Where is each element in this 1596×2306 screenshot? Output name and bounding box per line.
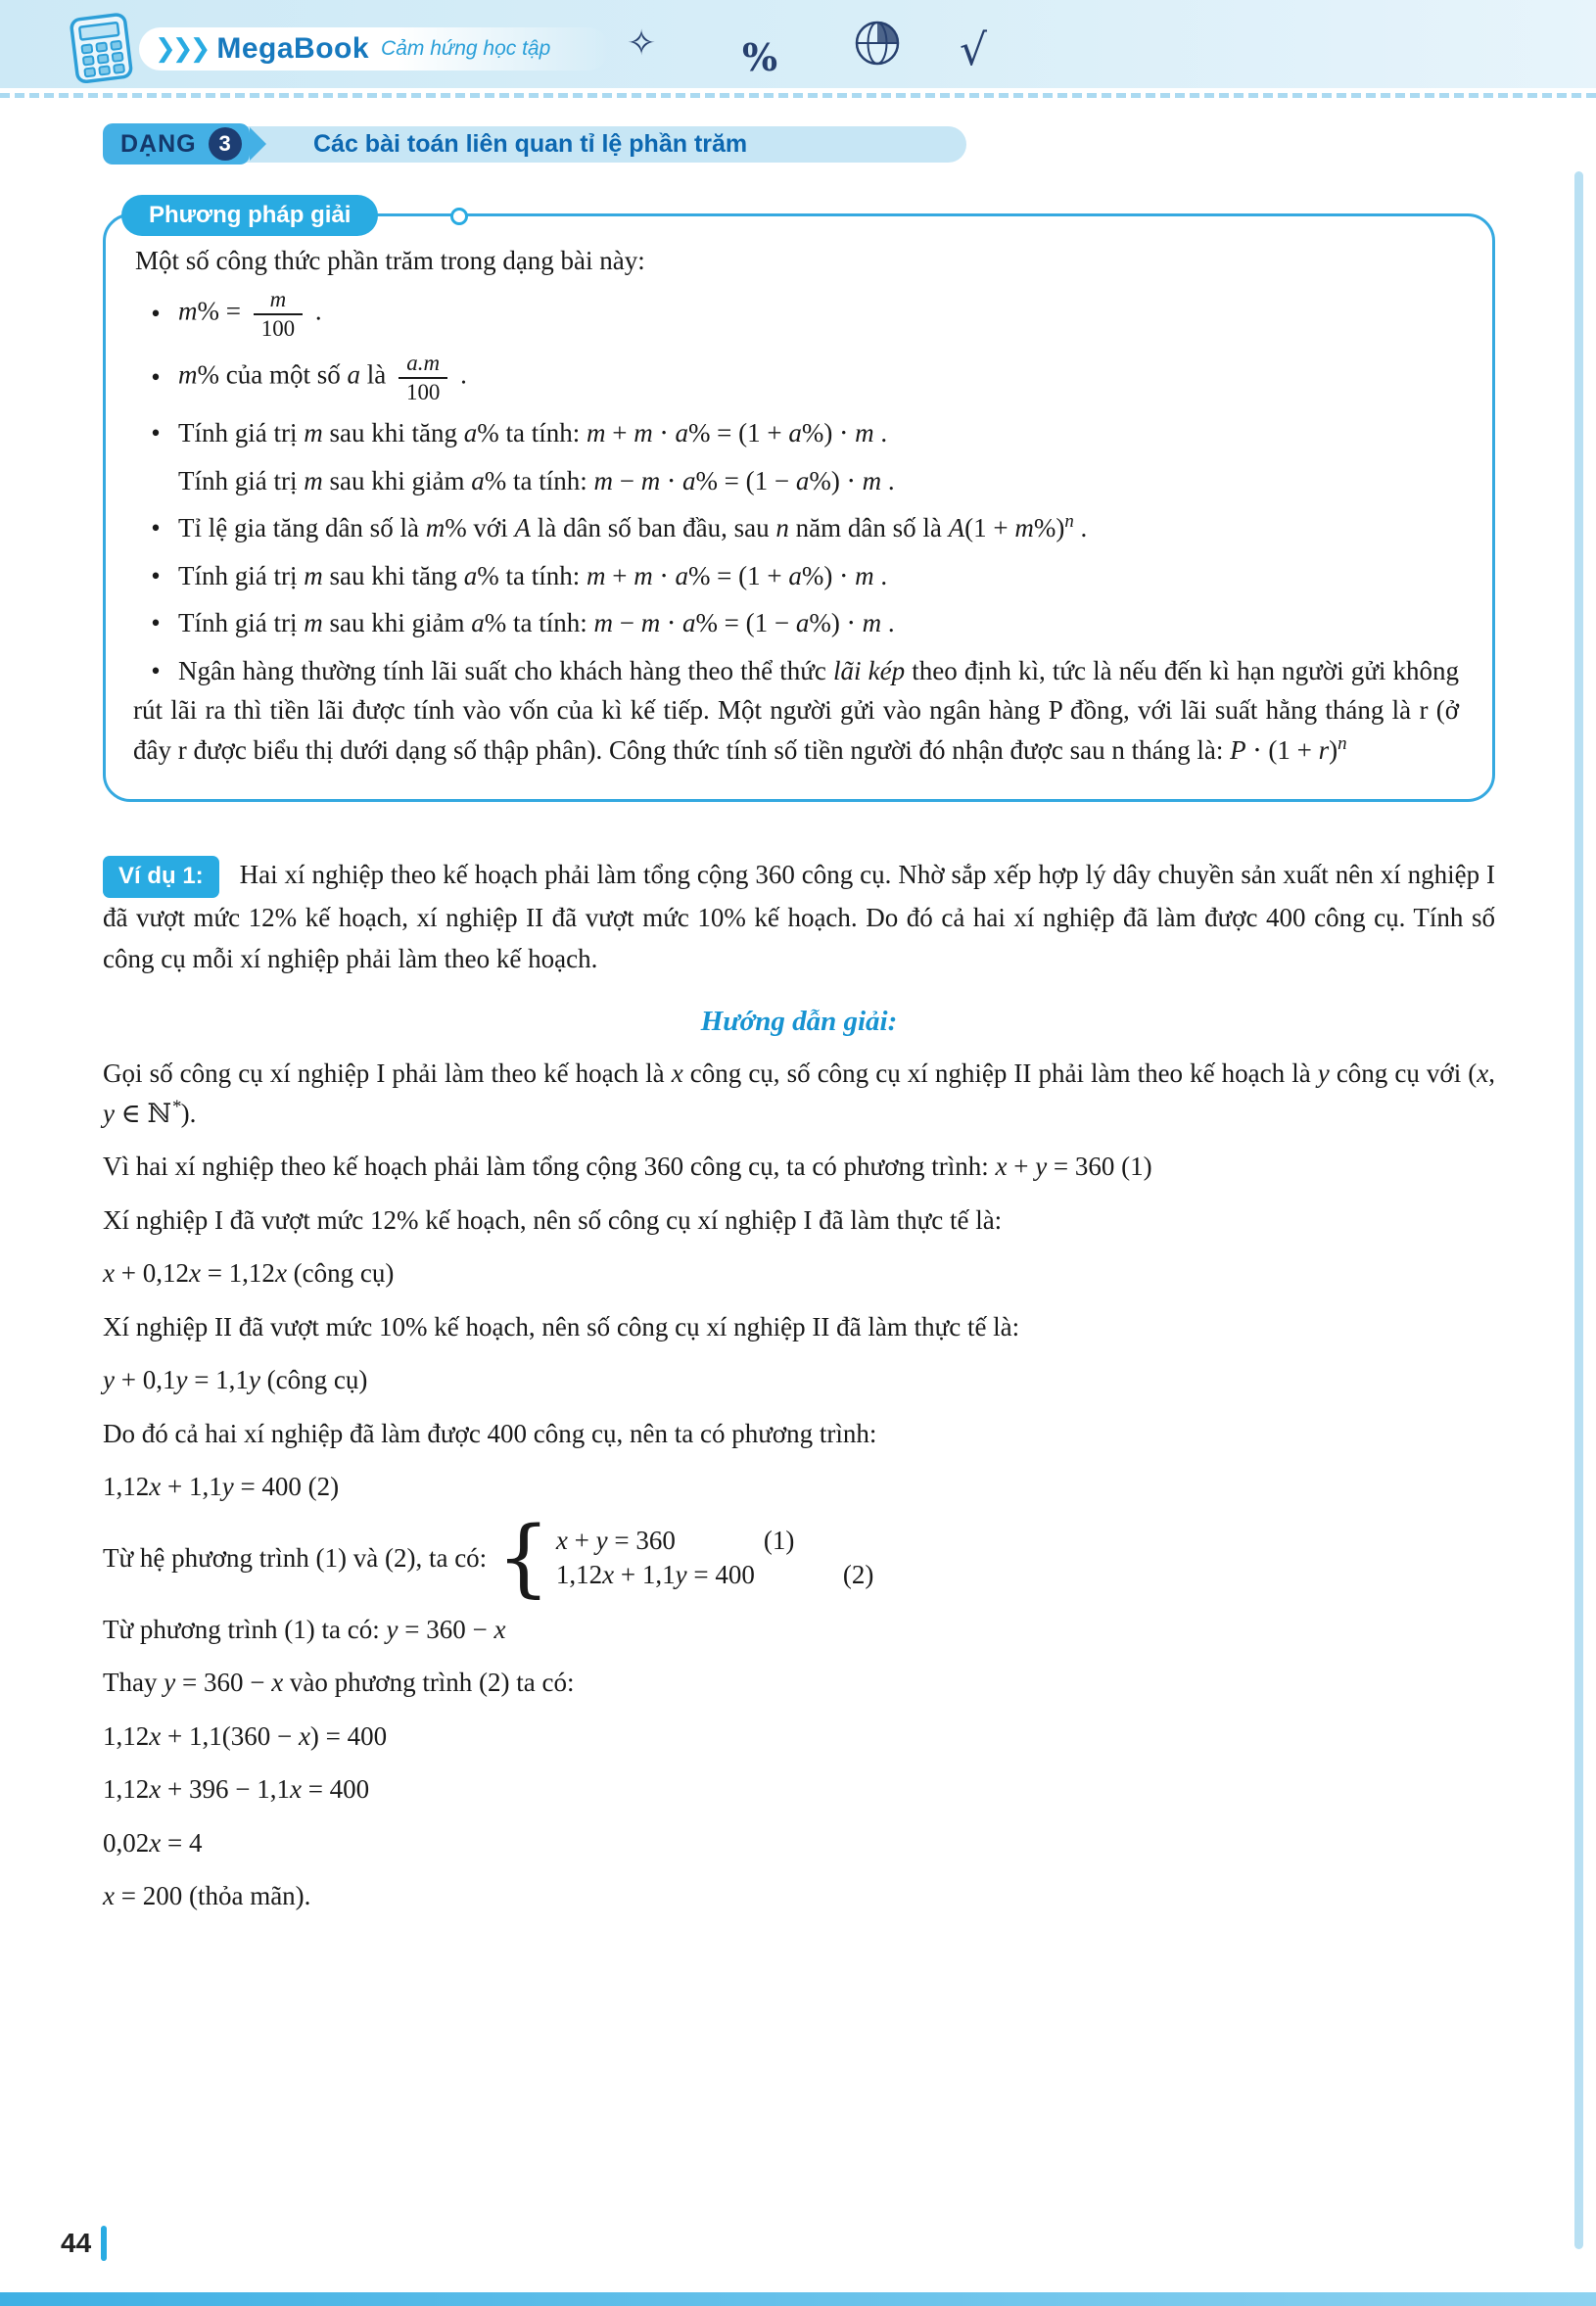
bullet-marker: • <box>151 608 161 638</box>
method-formula: Tỉ lệ gia tăng dân số là m% với A là dân số ban đầu, sau n năm dân số là $A(1 + m\%)^n$ . <box>178 511 1088 543</box>
section-heading-bar <box>103 123 966 165</box>
solution-line: Xí nghiệp I đã vượt mức 12% kế hoạch, nên số công cụ xí nghiệp I đã làm thực tế là: <box>103 1204 1003 1235</box>
sparkle-icon: ✧ <box>627 24 657 64</box>
method-bullet-row <box>133 556 1459 596</box>
method-bullet-row <box>133 651 1459 771</box>
solution-equation: 1,12x + 1,1y = 400 (2) <box>103 1472 340 1501</box>
decorative-dot <box>450 208 468 225</box>
solution-heading: Hướng dẫn giải: <box>700 1006 898 1037</box>
solution-equation: x = 200 (thỏa mãn). <box>103 1881 311 1911</box>
bullet-marker: • <box>151 513 161 543</box>
right-edge-stripe <box>1574 171 1583 2249</box>
method-bullet-row <box>133 413 1459 453</box>
dang-label: DẠNG <box>120 129 197 158</box>
calculator-icon <box>67 8 140 89</box>
method-formula: Tính giá trị m sau khi tăng a% ta tính: m + m ⋅ a% = (1 + a%) ⋅ m . <box>178 418 888 448</box>
method-bullet-row <box>133 286 1459 342</box>
bullet-marker: • <box>151 560 161 590</box>
brand-name: MegaBook <box>216 32 370 65</box>
method-badge: Phương pháp giải <box>121 195 378 236</box>
brand-tagline: Cảm hứng học tập <box>381 37 551 60</box>
equation-tag: (2) <box>842 1560 874 1590</box>
page-content <box>103 123 1495 1930</box>
solution-equation: y + 0,1y = 1,1y (công cụ) <box>103 1365 368 1394</box>
solution-line: Vì hai xí nghiệp theo kế hoạch phải làm tổng cộng 360 công cụ, ta có phương trình: x + y = 360 (1) <box>103 1152 1152 1181</box>
method-intro: Một số công thức phần trăm trong dạng bài này: <box>135 246 645 275</box>
bullet-marker: • <box>151 418 161 448</box>
method-bullet-row <box>133 350 1459 405</box>
example-text: Hai xí nghiệp theo kế hoạch phải làm tổng cộng 360 công cụ. Nhờ sắp xếp hợp lý dây chuyền sản xuất nên xí nghiệp I đã vượt mức 12% kế hoạch, xí nghiệp II đã vượt mức 10% kế hoạch. Do đó cả hai xí nghiệp đã làm được 400 công cụ. Tính số công cụ mỗi xí nghiệp phải làm theo kế hoạch. <box>103 860 1495 974</box>
example-badge: Ví dụ 1: <box>103 856 219 898</box>
bottom-edge-bar <box>0 2292 1596 2306</box>
page-footer <box>61 2226 107 2261</box>
brace-symbol: { <box>496 1508 550 1607</box>
example-paragraph <box>103 855 1495 980</box>
header-band <box>0 0 1596 88</box>
bullet-marker: • <box>151 299 161 329</box>
method-row-continuation <box>133 461 1459 501</box>
system-equation-2 <box>556 1560 873 1590</box>
system-prefix: Từ hệ phương trình (1) và (2), ta có: <box>103 1542 488 1573</box>
solution-equation: 1,12x + 1,1(360 − x) = 400 <box>103 1720 388 1751</box>
dashed-divider <box>0 93 1596 98</box>
method-bullet-row <box>133 508 1459 548</box>
solution-line: Do đó cả hai xí nghiệp đã làm được 400 công cụ, nên ta có phương trình: <box>103 1418 877 1448</box>
dang-badge <box>103 123 250 165</box>
megabook-logo <box>139 27 609 71</box>
solution-line: Xí nghiệp II đã vượt mức 10% kế hoạch, nên số công cụ xí nghiệp II đã làm thực tế là: <box>103 1311 1020 1341</box>
method-bullet-row <box>133 603 1459 643</box>
solution-equation: 1,12x + 396 − 1,1x = 400 <box>103 1774 370 1805</box>
section-title: Các bài toán liên quan tỉ lệ phần trăm <box>313 130 748 158</box>
system-of-equations <box>103 1508 1495 1607</box>
bullet-marker: • <box>151 655 161 685</box>
solution-line: Từ phương trình (1) ta có: y = 360 − x <box>103 1614 506 1644</box>
sqrt-icon: √ <box>960 25 988 75</box>
page-number-divider <box>101 2226 107 2261</box>
equation-text: x + y = 360 <box>555 1526 676 1556</box>
method-formula: Tính giá trị m sau khi giảm a% ta tính: m − m ⋅ a% = (1 − a%) ⋅ m . <box>178 465 895 495</box>
dang-number: 3 <box>209 127 242 161</box>
method-formula: Tính giá trị m sau khi giảm a% ta tính: m − m ⋅ a% = (1 − a%) ⋅ m . <box>178 608 895 638</box>
page-number: 44 <box>61 2228 92 2258</box>
bullet-marker: • <box>151 362 161 393</box>
solution-equation: 0,02x = 4 <box>103 1827 203 1858</box>
equation-text: 1,12x + 1,1y = 400 <box>555 1560 755 1590</box>
method-formula: m% = $\frac{m}{100}$ . <box>178 287 322 341</box>
logo-arrows-icon: ❯❯❯ <box>155 34 208 64</box>
method-formula: Ngân hàng thường tính lãi suất cho khách hàng theo thể thức lãi kép theo định kì, tức là nếu đến kì hạn người gửi không rút lãi ra thì tiền lãi được tính vào vốn của kì kế tiếp. Một người gửi vào ngân hàng P đồng, với lãi suất hằng tháng là r (ở đây r được biểu thị dưới dạng số thập phân). Công thức tính số tiền người đó nhận được sau n tháng là: $P \cdot (1 + r)^n$ <box>133 655 1459 765</box>
percent-icon: % <box>742 35 778 79</box>
method-box <box>103 202 1495 802</box>
method-formula: m% của một số a là $\frac{a.m}{100}$ . <box>178 351 467 404</box>
system-equation-1 <box>556 1526 873 1556</box>
solution-line: Thay y = 360 − x vào phương trình (2) ta có: <box>103 1668 575 1698</box>
solution-line: Gọi số công cụ xí nghiệp I phải làm theo kế hoạch là x công cụ, số công cụ xí nghiệp II phải làm theo kế hoạch là y công cụ với (x, y ∈ ℕ*). <box>103 1059 1495 1128</box>
equation-tag: (1) <box>763 1526 795 1556</box>
method-formula: Tính giá trị m sau khi tăng a% ta tính: m + m ⋅ a% = (1 + a%) ⋅ m . <box>178 560 888 590</box>
globe-icon <box>850 16 905 71</box>
system-rows <box>556 1526 873 1590</box>
solution-equation: x + 0,12x = 1,12x (công cụ) <box>103 1258 395 1288</box>
